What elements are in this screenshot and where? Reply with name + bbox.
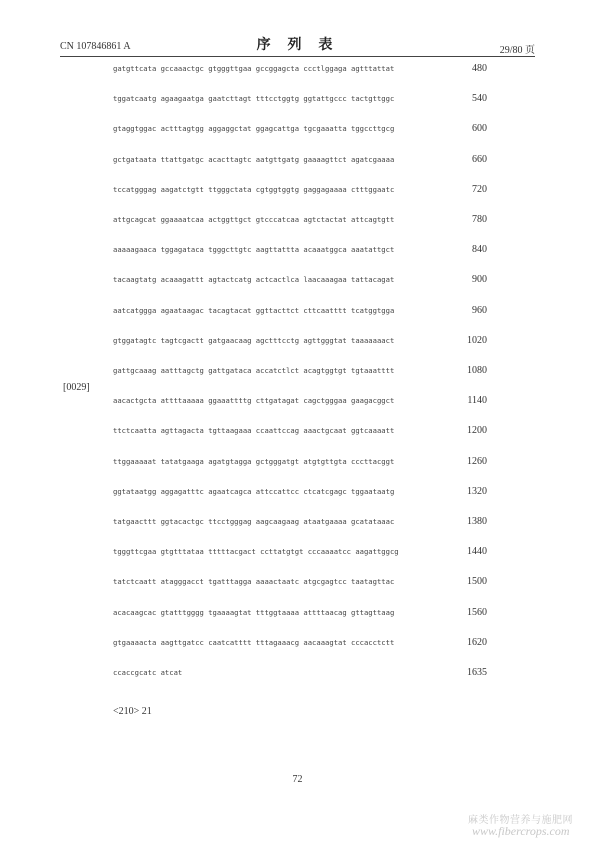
sequence-tag: <210> 21 — [113, 706, 152, 717]
sequence-row: tatgaacttt ggtacactgc ttcctgggag aagcaagaag ataatgaaaa gcatataaac — [113, 517, 395, 526]
sequence-row: gtgaaaacta aagttgatcc caatcatttt tttagaaacg aacaaagtat cccacctctt — [113, 637, 395, 647]
sequence-position: 1620 — [467, 636, 487, 648]
page-title: 序 列 表 — [256, 37, 339, 53]
sequence-row: aatcatggga agaataagac tacagtacat ggttacttct cttcaatttt tcatggtgga — [113, 305, 395, 315]
sequence-row: gtaggtggac actttagtgg aggaggctat ggagcattga tgcgaaatta tggccttgcg — [113, 124, 395, 134]
sequence-row: ggtataatgg aggagatttc agaatcagca attccattcc ctcatcgagc tggaataatg — [113, 486, 395, 496]
sequence-row: ttctcaatta agttagacta tgttaagaaa ccaattccag aaactgcaat ggtcaaaatt — [113, 426, 395, 436]
header-rule — [60, 56, 535, 57]
sequence-position: 600 — [472, 123, 487, 135]
sequence-row: tacaagtatg acaaagattt agtactcatg actcactlca laacaaagaa tattacagat — [113, 275, 395, 285]
sequence-position: 840 — [472, 244, 487, 256]
sequence-row: gatgttcata gccaaactgc gtgggttgaa gccggagcta ccctlggaga agtttattat — [113, 64, 395, 73]
sequence-row: tatctcaatt atagggacct tgatttagga aaaactaatc atgcgagtcc taatagttac — [113, 577, 395, 587]
sequence-position: 1500 — [467, 576, 487, 588]
sequence-position: 1440 — [467, 546, 487, 558]
sequence-row: tggatcaatg agaagaatga gaatcttagt tttcctggtg ggtattgccc tactgttggc — [113, 94, 395, 104]
sequence-row: attgcagcat ggaaaatcaa actggttgct gtcccatcaa agtctactat attcagtgtt — [113, 215, 395, 224]
sequence-position: 1020 — [467, 334, 487, 346]
sequence-position: 540 — [472, 93, 487, 105]
sequence-position: 660 — [472, 153, 487, 165]
watermark-en: www.fibercrops.com — [472, 824, 570, 838]
patent-number: CN 107846861 A — [60, 41, 131, 52]
sequence-row: gctgataata ttattgatgc acacttagtc aatgttgatg gaaaagttct agatcgaaaa — [113, 154, 395, 164]
sequence-position: 780 — [472, 214, 487, 225]
sequence-position: 1200 — [467, 425, 487, 437]
sequence-position: 900 — [472, 274, 487, 286]
page-counter: 29/80 页 — [499, 45, 535, 56]
sequence-row: tccatgggag aagatctgtt ttgggctata cgtggtggtg gaggagaaaa ctttggaatc — [113, 184, 395, 194]
page-header — [60, 34, 535, 56]
sequence-position: 1320 — [467, 485, 487, 497]
paragraph-label: [0029] — [63, 382, 90, 393]
sequence-position: 1080 — [467, 365, 487, 376]
page-number: 72 — [292, 774, 303, 785]
sequence-row: gtggatagtc tagtcgactt gatgaacaag agctttcctg agttgggtat taaaaaaact — [113, 335, 395, 345]
sequence-position: 1140 — [467, 395, 487, 407]
sequence-row: tgggttcgaa gtgtttataa tttttacgact ccttatgtgt cccaaaatcc aagattggcg — [113, 547, 399, 557]
sequence-position: 720 — [472, 183, 487, 195]
sequence-position: 1380 — [467, 516, 487, 527]
sequence-row: ttggaaaaat tatatgaaga agatgtagga gctgggatgt atgtgttgta cccttacggt — [113, 456, 395, 466]
watermark-cn: 麻类作物营养与施肥网 — [468, 815, 573, 826]
sequence-row: acacaagcac gtatttgggg tgaaaagtat tttggtaaaa attttaacag gttagttaag — [113, 607, 395, 617]
sequence-position: 1635 — [467, 667, 487, 678]
sequence-position: 960 — [472, 304, 487, 316]
sequence-position: 1560 — [467, 606, 487, 618]
sequence-row: aaaaagaaca tggagataca tgggcttgtc aagttattta acaaatggca aaatattgct — [113, 245, 395, 255]
sequence-position: 1260 — [467, 455, 487, 467]
sequence-position: 480 — [472, 63, 487, 74]
sequence-row: aacactgcta attttaaaaa ggaaattttg cttgatagat cagctgggaa gaagacggct — [113, 396, 395, 406]
sequence-row: gattgcaaag aatttagctg gattgataca accatctlct acagtggtgt tgtaaatttt — [113, 366, 395, 375]
sequence-row: ccaccgcatc atcat — [113, 668, 183, 677]
